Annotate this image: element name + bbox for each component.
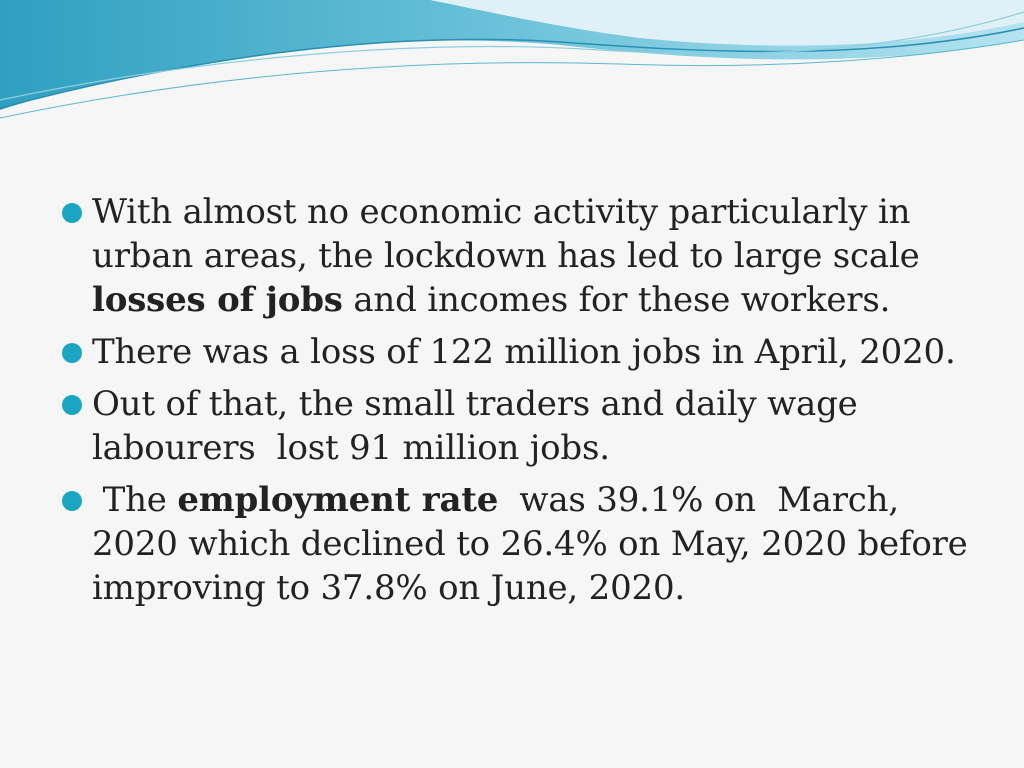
bullet-item bbox=[62, 382, 982, 470]
bullet-text-segment: There was a loss of 122 million jobs in April, 2020. bbox=[92, 332, 956, 372]
bullet-emphasis: losses of jobs bbox=[92, 280, 343, 320]
bullet-text bbox=[92, 384, 868, 468]
bullet-dot-icon bbox=[62, 395, 82, 415]
bullet-text-segment: The bbox=[92, 480, 178, 520]
bullet-list bbox=[62, 190, 982, 618]
header-wave-decoration bbox=[0, 0, 1024, 140]
bullet-item bbox=[62, 330, 982, 374]
bullet-text-segment: With almost no economic activity particularly in urban areas, the lockdown has led to large scale bbox=[92, 192, 931, 276]
bullet-text-segment: was 39.1% on March, 2020 which declined to 26.4% on May, 2020 before improving to 37.8% on June, 2020. bbox=[92, 480, 979, 608]
bullet-text-segment: Out of that, the small traders and daily wage labourers lost 91 million jobs. bbox=[92, 384, 869, 468]
bullet-item bbox=[62, 478, 982, 610]
bullet-text-segment: and incomes for these workers. bbox=[342, 280, 891, 320]
bullet-text bbox=[92, 192, 930, 320]
bullet-emphasis: employment rate bbox=[177, 480, 499, 520]
bullet-text bbox=[92, 480, 978, 608]
bullet-dot-icon bbox=[62, 491, 82, 511]
bullet-dot-icon bbox=[62, 203, 82, 223]
bullet-dot-icon bbox=[62, 343, 82, 363]
bullet-item bbox=[62, 190, 982, 322]
bullet-text bbox=[92, 332, 956, 372]
